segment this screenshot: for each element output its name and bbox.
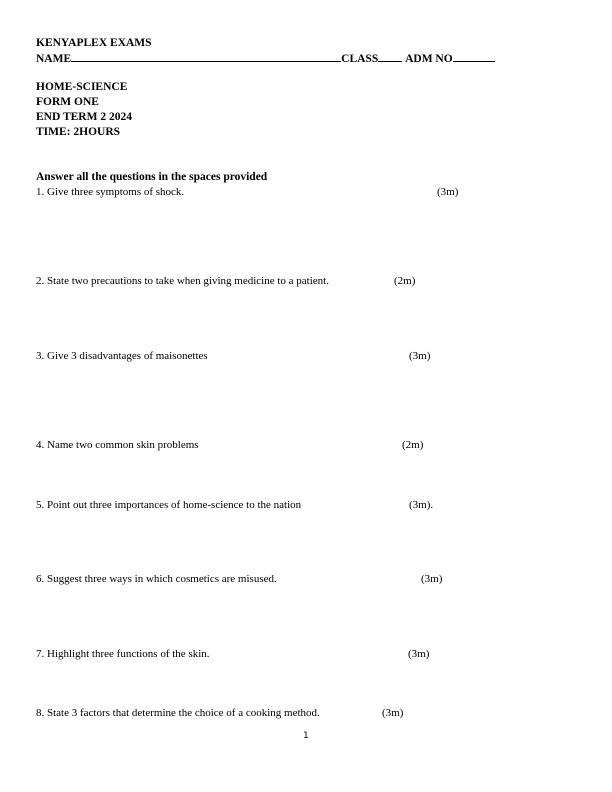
form-title: FORM ONE <box>36 96 99 108</box>
instructions: Answer all the questions in the spaces provided <box>36 171 268 183</box>
term-title: END TERM 2 2024 <box>36 111 132 123</box>
institution-name: KENYAPLEX EXAMS <box>36 37 152 49</box>
question-text: 7. Highlight three functions of the skin. <box>36 648 210 660</box>
question-marks: (3m) <box>409 350 431 362</box>
page-number: 1 <box>303 731 309 741</box>
time-allowed: TIME: 2HOURS <box>36 126 121 138</box>
question-marks: (3m) <box>382 707 404 719</box>
adm-label: ADM NO <box>405 53 453 65</box>
question-text: 2. State two precautions to take when giving medicine to a patient. <box>36 275 329 287</box>
question-marks: (3m). <box>409 499 434 511</box>
question-marks: (3m) <box>437 186 459 198</box>
subject-title: HOME-SCIENCE <box>36 81 128 93</box>
class-label: CLASS <box>341 53 379 65</box>
question-text: 6. Suggest three ways in which cosmetics are misused. <box>36 573 277 585</box>
student-info-line <box>36 51 495 65</box>
question-text: 4. Name two common skin problems <box>36 439 199 451</box>
name-blank[interactable] <box>71 51 341 62</box>
name-label: NAME <box>36 53 72 65</box>
question-text: 5. Point out three importances of home-science to the nation <box>36 499 302 511</box>
question-marks: (3m) <box>408 648 430 660</box>
question-text: 3. Give 3 disadvantages of maisonettes <box>36 350 208 362</box>
question-marks: (2m) <box>394 275 416 287</box>
question-marks: (2m) <box>402 439 424 451</box>
question-text: 8. State 3 factors that determine the choice of a cooking method. <box>36 707 320 719</box>
class-blank[interactable] <box>378 51 402 62</box>
question-text: 1. Give three symptoms of shock. <box>36 186 185 198</box>
adm-blank[interactable] <box>453 51 495 62</box>
question-marks: (3m) <box>421 573 443 585</box>
